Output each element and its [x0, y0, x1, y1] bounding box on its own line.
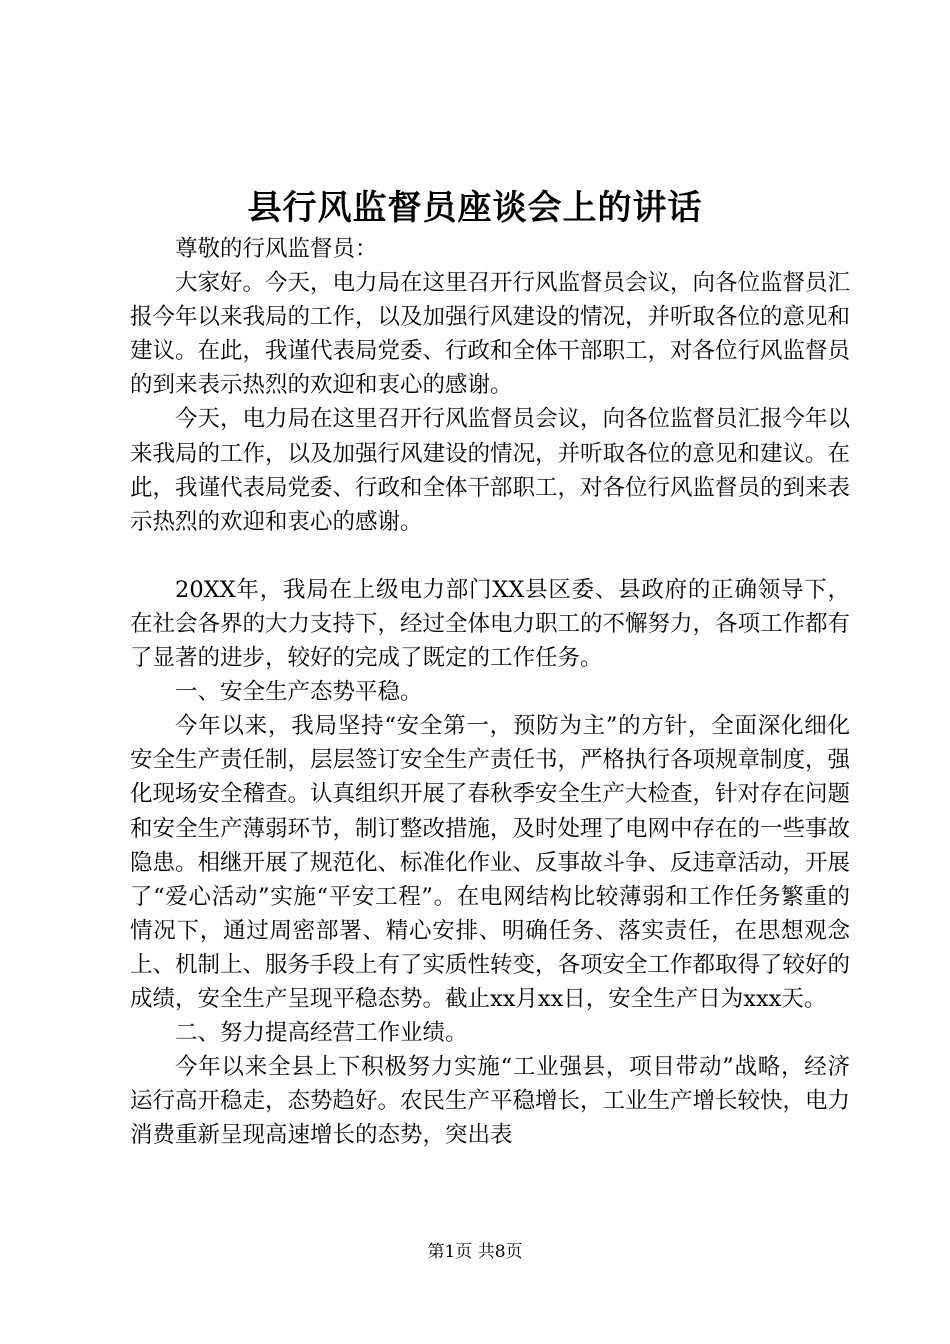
document-title: 县行风监督员座谈会上的讲话	[247, 188, 703, 228]
section-heading: 二、努力提高经营工作业绩。	[175, 1020, 468, 1047]
page-number-footer: 第1页 共8页	[427, 1242, 523, 1262]
paragraph: 大家好。今天，电力局在这里召开行风监督员会议，向各位监督员汇报今年以来我局的工作，以及加强行风建设的情况，并听取各位的意见和建议。在此，我谨代表局党委、行政和全体干部职工，对各位行风监督员的到来表示热烈的欢迎和衷心的感谢。	[130, 270, 851, 399]
paragraph: 今年以来全县上下积极努力实施“工业强县，项目带动”战略，经济运行高开稳走，态势趋好。农民生产平稳增长，工业生产增长较快，电力消费重新呈现高速增长的态势，突出表	[130, 1054, 851, 1149]
document-body	[130, 232, 850, 1152]
paragraph: 20XX年，我局在上级电力部门XX县区委、县政府的正确领导下，在社会各界的大力支持下，经过全体电力职工的不懈努力，各项工作都有了显著的进步，较好的完成了既定的工作任务。	[130, 576, 851, 672]
paragraph: 今天，电力局在这里召开行风监督员会议，向各位监督员汇报今年以来我局的工作，以及加强行风建设的情况，并听取各位的意见和建议。在此，我谨代表局党委、行政和全体干部职工，对各位行风监督员的到来表示热烈的欢迎和衷心的感谢。	[130, 406, 851, 535]
section-heading: 一、安全生产态势平稳。	[175, 679, 423, 706]
salutation: 尊敬的行风监督员：	[175, 236, 378, 262]
paragraph: 今年以来，我局坚持“安全第一，预防为主”的方针，全面深化细化安全生产责任制，层层签订安全生产责任书，严格执行各项规章制度，强化现场安全稽查。认真组织开展了春秋季安全生产大检查，针对存在问题和安全生产薄弱环节，制订整改措施，及时处理了电网中存在的一些事故隐患。相继开展了规范化、标准化作业、反事故斗争、反违章活动，开展了“爱心活动”实施“平安工程”。在电网结构比较薄弱和工作任务繁重的情况下，通过周密部署、精心安排、明确任务、落实责任，在思想观念上、机制上、服务手段上有了实质性转变，各项安全工作都取得了较好的成绩，安全生产呈现平稳态势。截止xx月xx日，安全生产日为xxx天。	[130, 713, 851, 1012]
